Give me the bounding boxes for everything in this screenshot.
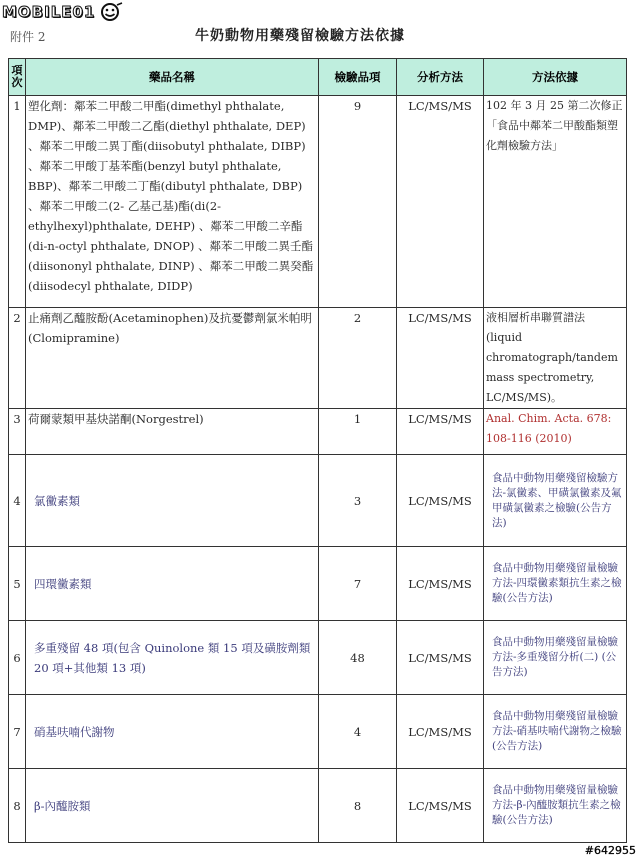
row-number: 5: [9, 547, 26, 621]
analysis-method: LC/MS/MS: [397, 409, 484, 455]
method-basis: 食品中動物用藥殘留量檢驗方法-四環黴素類抗生素之檢驗(公告方法): [484, 547, 627, 621]
analysis-method: LC/MS/MS: [397, 695, 484, 769]
analysis-method: LC/MS/MS: [397, 769, 484, 843]
table-row: [9, 409, 627, 455]
header-basis: 方法依據: [484, 59, 627, 96]
table-row: [9, 547, 627, 621]
row-number: 2: [9, 308, 26, 409]
row-number: 8: [9, 769, 26, 843]
method-basis: 食品中動物用藥殘留量檢驗方法-多重殘留分析(二) (公告方法): [484, 621, 627, 695]
smiley-logo-icon: [98, 2, 124, 22]
method-basis-citation: Anal. Chim. Acta. 678: 108-116 (2010): [484, 409, 627, 455]
analysis-method: LC/MS/MS: [397, 547, 484, 621]
method-basis: 102 年 3 月 25 第二次修正「食品中鄰苯二甲酸酯類塑化劑檢驗方法」: [484, 96, 627, 308]
item-count: 2: [319, 308, 397, 409]
drug-name: 塑化劑：鄰苯二甲酸二甲酯(dimethyl phthalate, DMP)、鄰苯二甲酸二乙酯(diethyl phthalate, DEP) 、鄰苯二甲酸二異丁酯(diisobutyl phthalate, DIBP) 、鄰苯二甲酸丁基苯酯(benzyl butyl phthalate, BBP)、鄰苯二甲酸二丁酯(dibutyl phthalate, DBP) 、鄰苯二甲酸二(2- 乙基己基)酯(di(2-ethylhexyl)phthalate, DEHP) 、鄰苯二甲酸二辛酯(di-n-octyl phthalate, DNOP) 、鄰苯二甲酸二異壬酯(diisononyl phthalate, DINP) 、鄰苯二甲酸二異癸酯(diisodecyl phthalate, DIDP): [26, 96, 319, 308]
method-basis: 食品中動物用藥殘留檢驗方法-氯黴素、甲磺氯黴素及氟甲磺氯黴素之檢驗(公告方法): [484, 455, 627, 547]
row-number: 3: [9, 409, 26, 455]
method-basis: 液相層析串聯質譜法 (liquid chromatograph/tandem mass spectrometry, LC/MS/MS)。: [484, 308, 627, 409]
attachment-label: 附件 2: [10, 30, 46, 44]
document-title: 牛奶動物用藥殘留檢驗方法依據: [195, 28, 405, 44]
row-number: 7: [9, 695, 26, 769]
method-basis: 食品中動物用藥殘留量檢驗方法-β-內醯胺類抗生素之檢驗(公告方法): [484, 769, 627, 843]
drug-name: 多重殘留 48 項(包含 Quinolone 類 15 項及磺胺劑類 20 項+其他類 13 項): [26, 621, 319, 695]
header-no: 項次: [9, 59, 26, 96]
drug-name: 止痛劑乙醯胺酚(Acetaminophen)及抗憂鬱劑氯米帕明(Clomipramine): [26, 308, 319, 409]
table-row: [9, 455, 627, 547]
analysis-method: LC/MS/MS: [397, 308, 484, 409]
table-row: [9, 769, 627, 843]
analysis-method: LC/MS/MS: [397, 621, 484, 695]
drug-name: 氯黴素類: [26, 455, 319, 547]
item-count: 48: [319, 621, 397, 695]
header-items: 檢驗品項: [319, 59, 397, 96]
item-count: 4: [319, 695, 397, 769]
analysis-method: LC/MS/MS: [397, 96, 484, 308]
drug-name: 荷爾蒙類甲基炔諾酮(Norgestrel): [26, 409, 319, 455]
item-count: 8: [319, 769, 397, 843]
drug-name: 四環黴素類: [26, 547, 319, 621]
row-number: 4: [9, 455, 26, 547]
table-row: [9, 695, 627, 769]
header-drug-name: 藥品名稱: [26, 59, 319, 96]
table-row: [9, 96, 627, 308]
drug-name: 硝基呋喃代謝物: [26, 695, 319, 769]
table-row: [9, 308, 627, 409]
watermark-id: #642955: [584, 844, 636, 857]
analysis-method: LC/MS/MS: [397, 455, 484, 547]
table-row: [9, 621, 627, 695]
item-count: 9: [319, 96, 397, 308]
item-count: 1: [319, 409, 397, 455]
method-basis: 食品中動物用藥殘留量檢驗方法-硝基呋喃代謝物之檢驗(公告方法): [484, 695, 627, 769]
mobile01-logo: MOBILE01: [2, 3, 96, 21]
methods-table: [8, 58, 627, 843]
item-count: 7: [319, 547, 397, 621]
header-method: 分析方法: [397, 59, 484, 96]
drug-name: β-內醯胺類: [26, 769, 319, 843]
row-number: 6: [9, 621, 26, 695]
item-count: 3: [319, 455, 397, 547]
table-header-row: [9, 59, 627, 96]
row-number: 1: [9, 96, 26, 308]
